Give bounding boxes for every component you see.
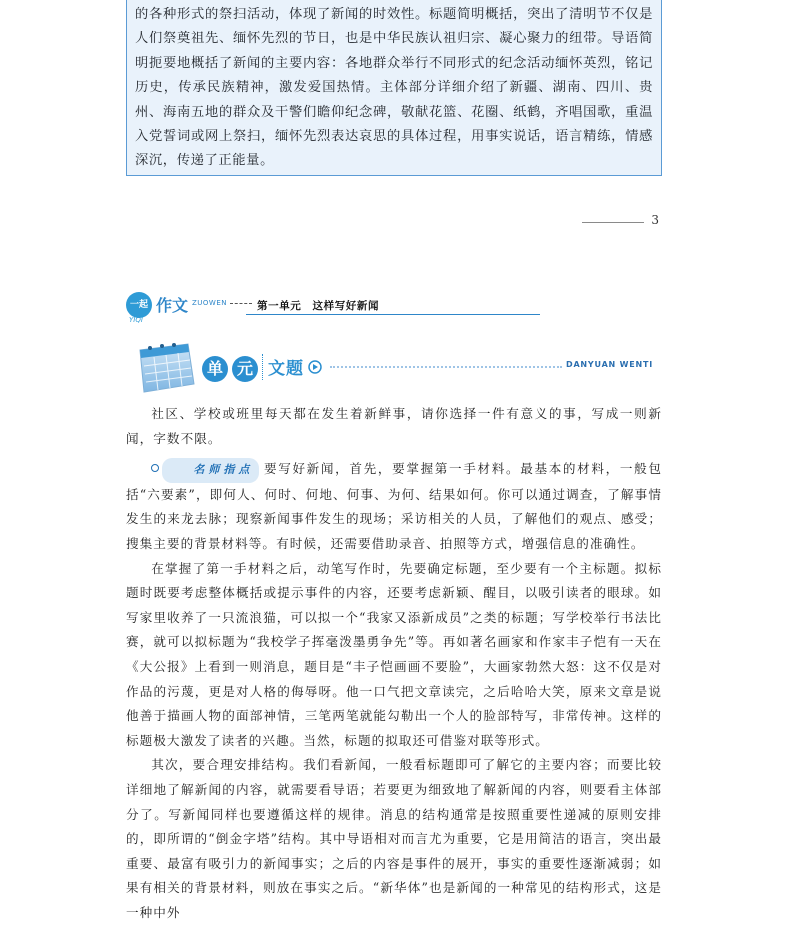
logo-latin: ZUOWEN xyxy=(192,299,228,307)
assignment-paragraph: 社区、学校或班里每天都在发生着新鲜事，请你选择一件有意义的事，写成一则新闻，字数不限。 xyxy=(126,406,662,446)
tips-label: 名师指点 xyxy=(162,458,259,483)
logo-sub: YIQI xyxy=(129,316,143,324)
running-header xyxy=(126,290,540,324)
calendar-icon xyxy=(132,340,202,394)
header-title: 第一单元 这样写好新闻 xyxy=(257,300,380,312)
header-rule xyxy=(246,314,540,315)
unit-dotted-rule xyxy=(330,366,562,368)
page-number-area xyxy=(582,212,662,232)
unit-latin: DANYUAN WENTI xyxy=(566,360,654,369)
analysis-text: 的各种形式的祭扫活动，体现了新闻的时效性。标题简明概括，突出了清明节不仅是人们祭奠祖先、缅怀先烈的节日，也是中华民族认祖归宗、凝心聚力的纽带。导语简明扼要地概括了新闻的主要内容：各地群众举行不同形式的纪念活动缅怀英烈，铭记历史，传承民族精神，激发爱国热情。主体部分详细介绍了新疆、湖南、四川、贵州、海南五地的群众及干警们瞻仰纪念碑，敬献花篮、花圈、纸鹤，齐唱国歌，重温入党誓词或网上祭扫，缅怀先烈表达哀思的具体过程，用事实说话，语言精练，情感深沉，传递了正能量。 xyxy=(135,7,653,169)
logo-badge: 一起 xyxy=(126,292,152,318)
tips-text-1: 要写好新闻，首先，要掌握第一手材料。最基本的材料，一般包括“六要素”，即何人、何时、何地、何事、为何、结果如何。你可以通过调查，了解事情发生的来龙去脉；现察新闻事件发生的现场；采访相关的人员，了解他们的观点、感受；搜集主要的背景材料等。有时候，还需要借助录音、拍照等方式，增强信息的准确性。 xyxy=(126,461,662,551)
logo-word: 作文 xyxy=(156,296,189,315)
analysis-box xyxy=(126,0,662,176)
tips-paragraph-2: 在掌握了第一手材料之后，动笔写作时，先要确定标题，至少要有一个主标题。拟标题时既要考虑整体概括或提示事件的内容，还要考虑新颖、醒目，以吸引读者的眼球。如写家里收养了一只流浪猫，可以拟一个“我家又添新成员”之类的标题；写学校举行书法比赛，就可以拟标题为“我校学子挥毫泼墨勇争先”等。再如著名画家和作家丰子恺有一天在《大公报》上看到一则消息，题目是“丰子恺画画不要脸”，大画家勃然大怒：这不仅是对作品的污蔑，更是对人格的侮辱呀。他一口气把文章读完，之后哈哈大笑，原来文章是说他善于描画人物的面部神情，三笔两笔就能勾勒出一个人的脸部特写，非常传神。这样的标题极大激发了读者的兴趣。当然，标题的拟取还可借鉴对联等形式。 xyxy=(126,560,662,748)
tips-paragraph-1 xyxy=(126,457,662,556)
body-text xyxy=(126,402,662,925)
tip-dot-icon xyxy=(151,464,159,472)
unit-subtitle: 文题 xyxy=(268,359,304,379)
unit-banner xyxy=(132,340,662,396)
unit-title-char-1: 单 xyxy=(202,356,228,382)
page-number-rule xyxy=(582,222,644,223)
tips-paragraph-3: 其次，要合理安排结构。我们看新闻，一般看标题即可了解它的主要内容；而要比较详细地了解新闻的内容，就需要看导语；若要更为细致地了解新闻的内容，则要看主体部分了。写新闻同样也要遵循这样的规律。消息的结构通常是按照重要性递减的原则安排的，即所谓的“倒金字塔”结构。其中导语相对而言尤为重要，它是用简洁的语言，突出最重要、最富有吸引力的新闻事实；之后的内容是事件的展开，事实的重要性逐渐减弱；如果有相关的背景材料，则放在事实之后。“新华体”也是新闻的一种常见的结构形式，这是一种中外 xyxy=(126,757,662,920)
page-number: 3 xyxy=(651,213,659,227)
unit-divider xyxy=(262,354,263,380)
arrow-right-icon xyxy=(308,360,322,374)
unit-title-char-2: 元 xyxy=(232,356,258,382)
logo-dash xyxy=(230,303,252,304)
